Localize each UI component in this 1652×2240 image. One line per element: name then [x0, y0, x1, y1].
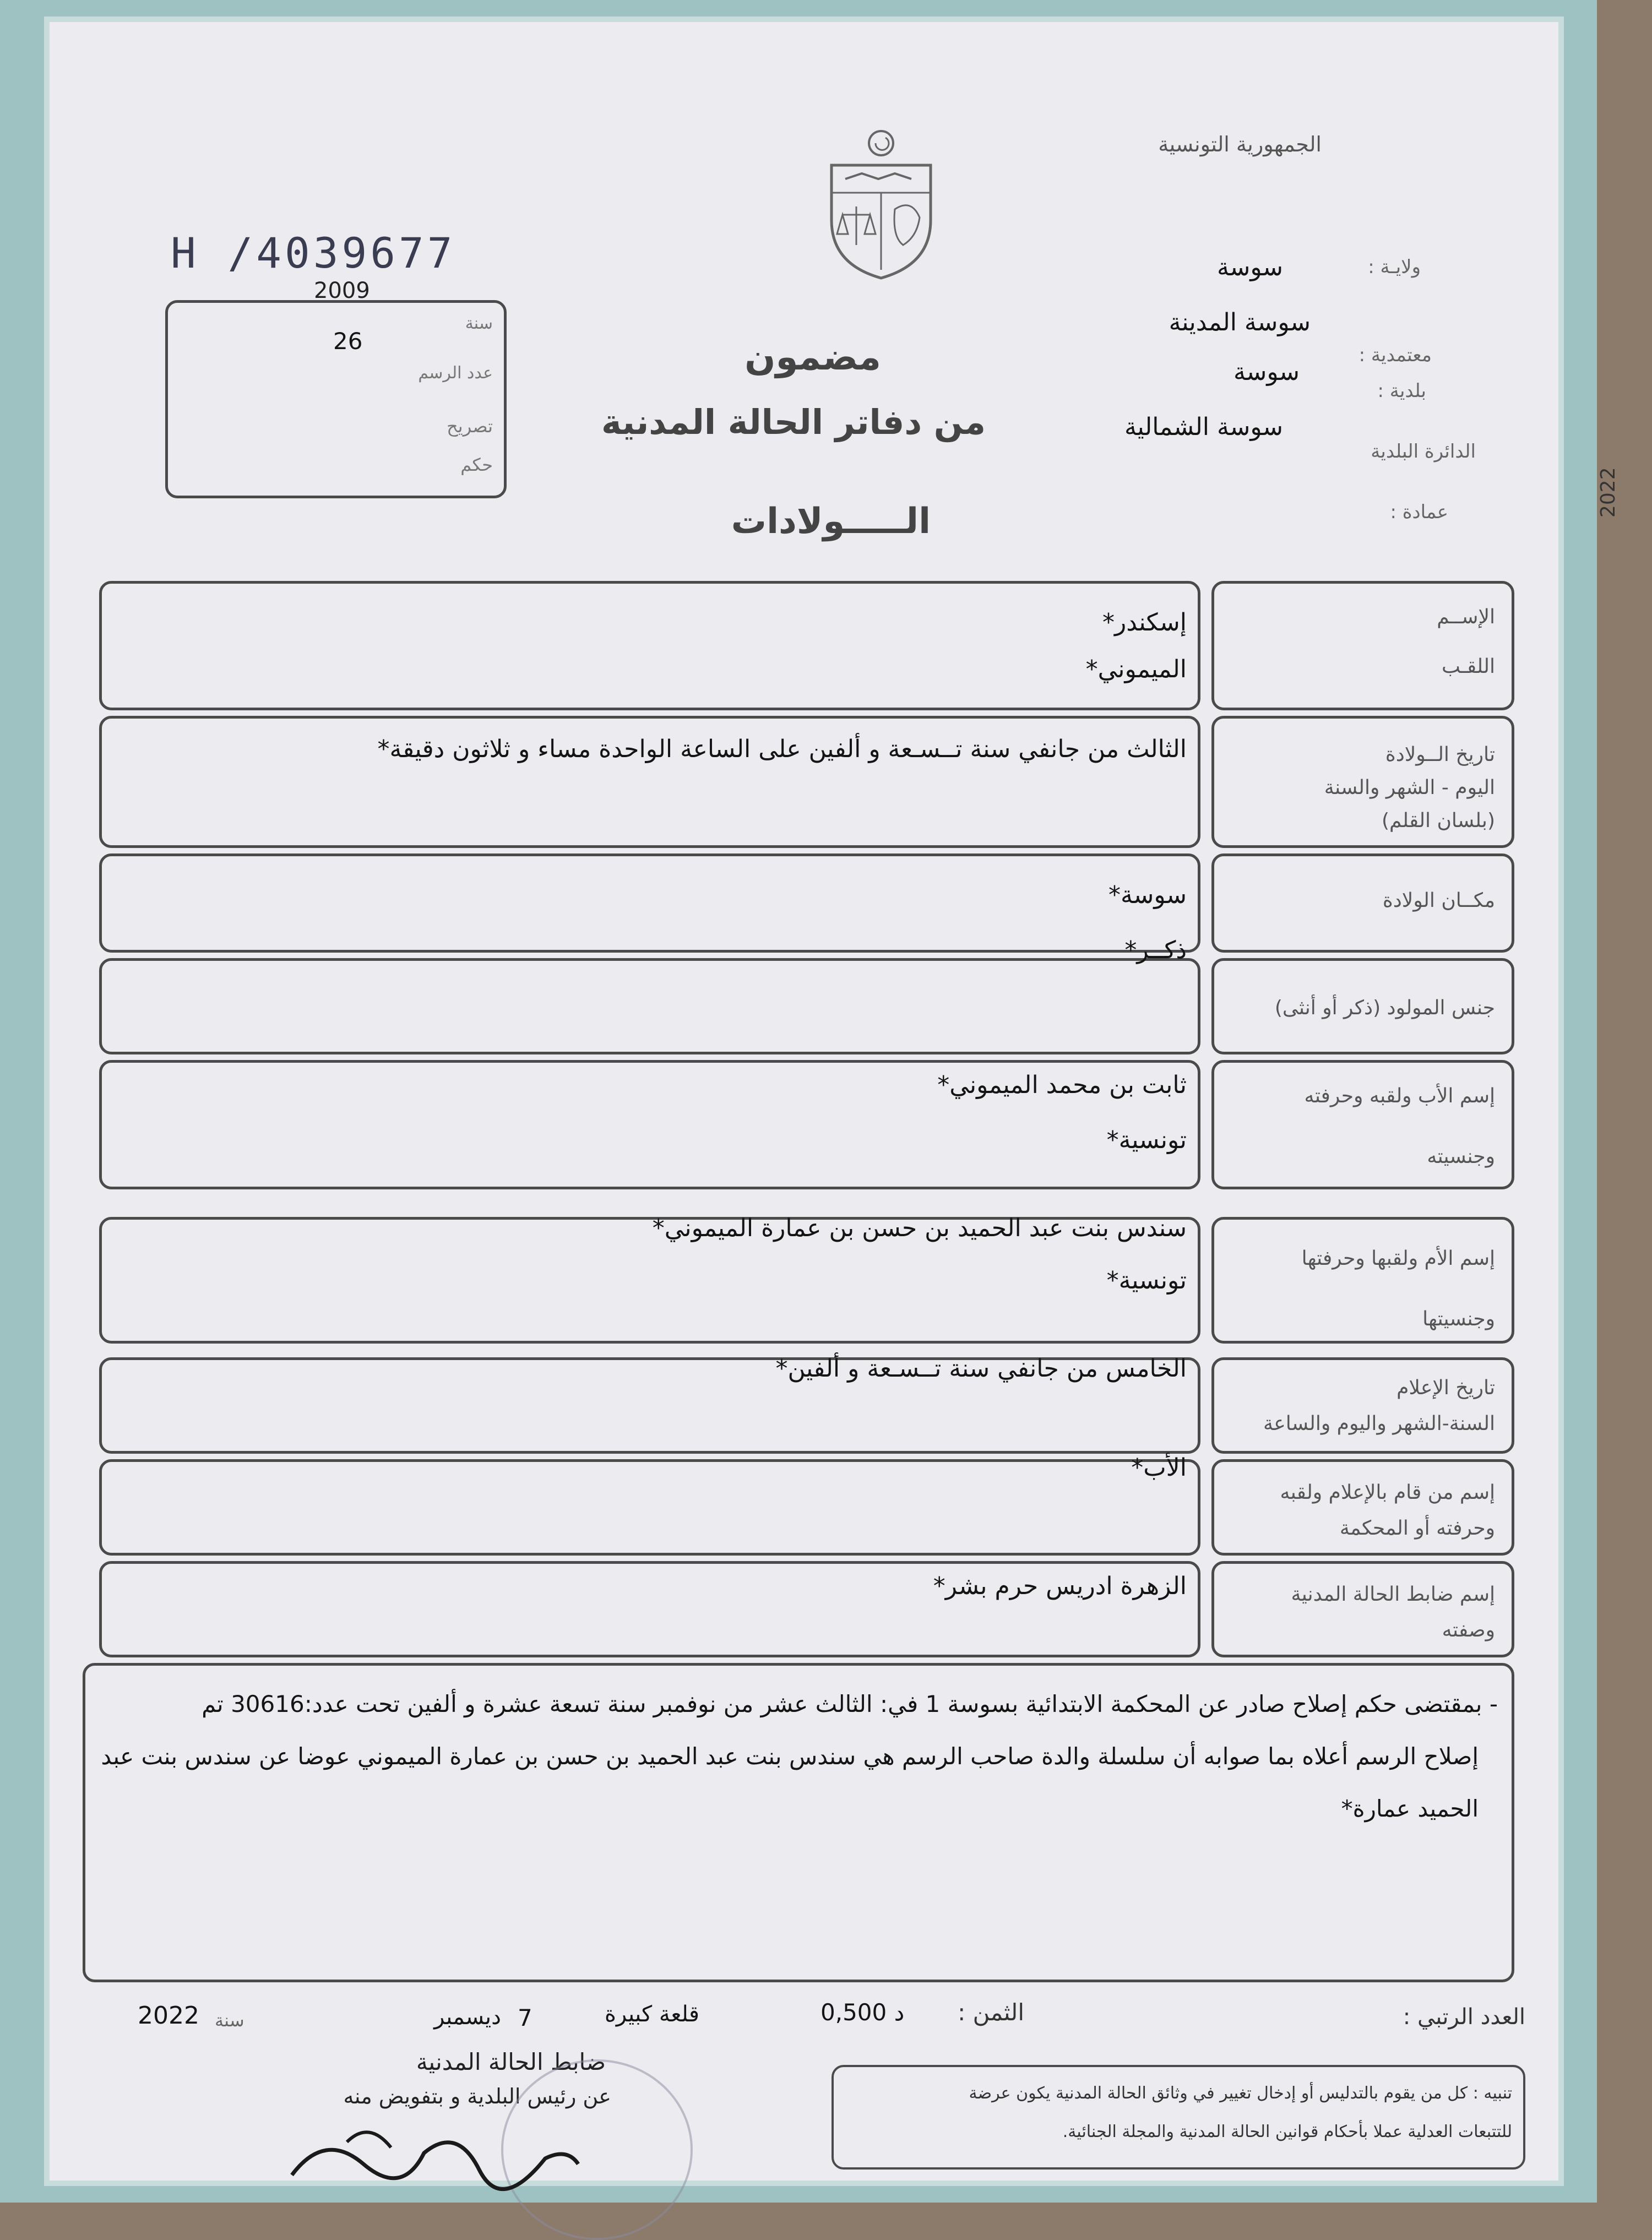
row-value: الزهرة ادريس حرم بشر*	[933, 1572, 1187, 1600]
issue-place: قلعة كبيرة	[604, 2002, 699, 2027]
warning-line-1: تنبيه : كل من يقوم بالتدليس أو إدخال تغيير في وثائق الحالة المدنية يكون عرضة	[969, 2084, 1512, 2103]
warning-line-2: للتتبعات العدلية عملا بأحكام قوانين الحالة المدنية والمجلة الجنائية.	[1062, 2122, 1512, 2141]
row-value-box	[99, 936, 1200, 1054]
row-label: وجنسيته	[1427, 1145, 1495, 1168]
row-label: إسم الأم ولقبها وحرفتها	[1301, 1247, 1495, 1270]
note-line-1: - بمقتضى حكم إصلاح صادر عن المحكمة الابتدائية بسوسة 1 في: الثالث عشر من نوفمبر سنة تسعة عشرة و ألفين تحت عدد:30616 تم	[202, 1690, 1498, 1717]
district-value: سوسة الشمالية	[1124, 413, 1283, 441]
row-label: وجنسيتها	[1422, 1308, 1495, 1330]
row-label: إسم من قام بالإعلام ولقبه	[1280, 1481, 1495, 1504]
row-value-box	[99, 581, 1200, 710]
municipality-value: سوسة	[1233, 358, 1300, 386]
row-label: تاريخ الــولادة	[1385, 743, 1495, 766]
signature	[281, 2109, 589, 2192]
row-value: الأب*	[1131, 1454, 1187, 1482]
price-label: الثمن :	[958, 1999, 1024, 2026]
section-title: الـــــولادات	[731, 501, 931, 542]
row-value-box	[99, 1357, 1200, 1454]
tunisia-coat-of-arms-icon	[820, 127, 942, 281]
row-label-box	[1211, 581, 1514, 710]
row-label-box	[1211, 958, 1514, 1054]
note-line-3: الحميد عمارة*	[1341, 1795, 1479, 1822]
issue-year-label: سنة	[215, 2010, 244, 2031]
row-value-box	[99, 1454, 1200, 1556]
warning-box	[832, 2065, 1525, 2170]
record-box	[165, 300, 507, 498]
wilaya-label: ولايـة :	[1368, 256, 1421, 278]
row-value: سوسة*	[1108, 881, 1187, 909]
row-value: الثالث من جانفي سنة تــسـعة و ألفين على الساعة الواحدة مساء و ثلاثون دقيقة*	[377, 735, 1187, 763]
serial-label: العدد الرتبي :	[1403, 2004, 1525, 2030]
serial-number: H /4039677	[171, 229, 456, 278]
issue-year-value: 2022	[138, 2002, 199, 2030]
issue-day: 7	[518, 2004, 532, 2031]
row-value-box	[99, 1214, 1200, 1344]
row-label: مكــان الولادة	[1382, 889, 1495, 912]
issue-month: ديسمبر	[434, 2004, 501, 2030]
birth-certificate-document	[44, 17, 1564, 2186]
municipality-label: بلدية :	[1377, 380, 1426, 402]
row-value: تونسية*	[1106, 1126, 1187, 1154]
row-value: إسكندر*	[1102, 608, 1187, 637]
row-value-box	[99, 1561, 1200, 1657]
row-value: سندس بنت عبد الحميد بن حسن بن عمارة الميموني*	[652, 1214, 1187, 1242]
row-value: ذكــر*	[1124, 936, 1187, 964]
row-label: وحرفته أو المحكمة	[1339, 1517, 1495, 1540]
wilaya-value: سوسة	[1216, 253, 1283, 281]
row-label-box	[1211, 1357, 1514, 1454]
district-label: الدائرة البلدية	[1371, 441, 1476, 463]
row-label: اليوم - الشهر والسنة	[1324, 776, 1495, 799]
row-value-box	[99, 716, 1200, 848]
omada-label: عمادة :	[1390, 501, 1448, 523]
row-label: إسم الأب ولقبه وحرفته	[1304, 1085, 1495, 1107]
note-line-2: إصلاح الرسم أعلاه بما صوابه أن سلسلة والدة صاحب الرسم هي سندس بنت عبد الحميد بن حسن بن عمارة الميموني عوضا عن سندس بنت عبد	[101, 1743, 1479, 1770]
row-label: (بلسان القلم)	[1381, 809, 1495, 832]
row-label: تاريخ الإعلام	[1396, 1377, 1495, 1399]
row-label: اللقـب	[1442, 655, 1495, 678]
officer-delegation: عن رئيس البلدية و بتفويض منه	[343, 2084, 611, 2108]
row-label-box	[1211, 1561, 1514, 1657]
row-value-box	[99, 1060, 1200, 1189]
declaration-label: تصريح	[447, 416, 493, 437]
row-label-box	[1211, 1217, 1514, 1344]
row-label: إسم ضابط الحالة المدنية	[1291, 1583, 1495, 1606]
side-document-year: 2022	[1597, 467, 1620, 518]
row-value-box	[99, 853, 1200, 953]
row-value: تونسية*	[1106, 1266, 1187, 1295]
row-label: جنس المولود (ذكر أو أنثى)	[1274, 997, 1495, 1019]
delegation-label: معتمدية :	[1358, 344, 1432, 366]
notes-box	[83, 1663, 1514, 1982]
row-label-box	[1211, 1060, 1514, 1189]
republic-header: الجمهورية التونسية	[1158, 132, 1322, 156]
document-subtitle: من دفاتر الحالة المدنية	[601, 402, 986, 442]
record-number-label: عدد الرسم	[418, 363, 493, 383]
row-label-box	[1211, 1459, 1514, 1556]
row-label-box	[1211, 853, 1514, 953]
record-number-value: 26	[333, 328, 363, 355]
row-label-box	[1211, 716, 1514, 848]
row-value: ثابت بن محمد الميموني*	[937, 1071, 1187, 1099]
record-year-label: سنة	[465, 314, 493, 333]
price-value: 0,500 د	[820, 1999, 905, 2026]
delegation-value: سوسة المدينة	[1169, 308, 1311, 336]
document-title: مضمون	[745, 336, 881, 378]
row-value: الميموني*	[1085, 655, 1187, 683]
row-label: السنة-الشهر واليوم والساعة	[1263, 1412, 1495, 1435]
row-value: الخامس من جانفي سنة تــسـعة و ألفين*	[775, 1355, 1187, 1383]
row-label: وصفته	[1442, 1619, 1495, 1641]
record-year-value: 2009	[314, 278, 370, 303]
officer-title: ضابط الحالة المدنية	[416, 2048, 606, 2075]
judgment-label: حكم	[460, 454, 493, 475]
row-label: الإســم	[1437, 606, 1495, 628]
